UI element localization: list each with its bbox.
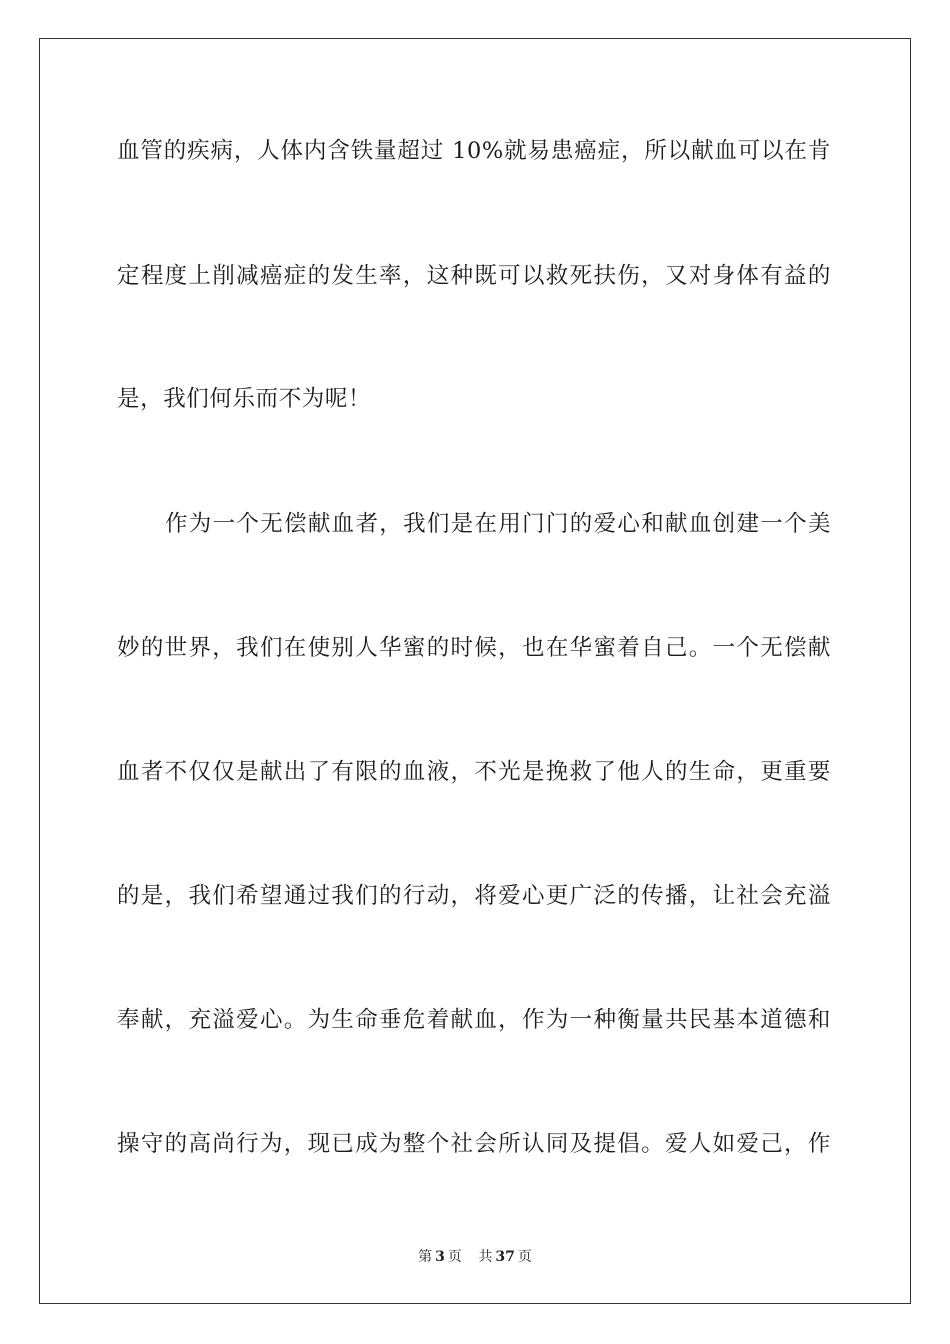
page-number: 3 bbox=[435, 1249, 445, 1265]
text-line-4: 作为一个无偿献血者，我们是在用门门的爱心和献血创建一个美 bbox=[165, 511, 831, 537]
text-line-9: 操守的高尚行为，现已成为整个社会所认同及提倡。爱人如爱己，作 bbox=[117, 1131, 831, 1157]
text-line-6: 血者不仅仅是献出了有限的血液，不光是挽救了他人的生命，更重要 bbox=[117, 759, 831, 785]
text-line-1: 血管的疾病，人体内含铁量超过 10%就易患癌症，所以献血可以在肯 bbox=[117, 138, 831, 164]
text-line-7: 的是，我们希望通过我们的行动，将爱心更广泛的传播，让社会充溢 bbox=[117, 883, 831, 909]
total-pages: 37 bbox=[495, 1249, 515, 1265]
page-indicator: 第 3 页 bbox=[418, 1249, 462, 1265]
text-line-3: 是，我们何乐而不为呢！ bbox=[117, 386, 372, 412]
total-pages-indicator: 共 37 页 bbox=[478, 1249, 532, 1265]
text-line-2: 定程度上削减癌症的发生率，这种既可以救死扶伤，又对身体有益的 bbox=[117, 263, 831, 289]
text-line-5: 妙的世界，我们在使别人华蜜的时候，也在华蜜着自己。一个无偿献 bbox=[117, 635, 831, 661]
page-border bbox=[39, 38, 911, 1304]
text-line-8: 奉献，充溢爱心。为生命垂危着献血，作为一种衡量共民基本道德和 bbox=[117, 1007, 831, 1033]
page-footer bbox=[0, 1248, 950, 1266]
